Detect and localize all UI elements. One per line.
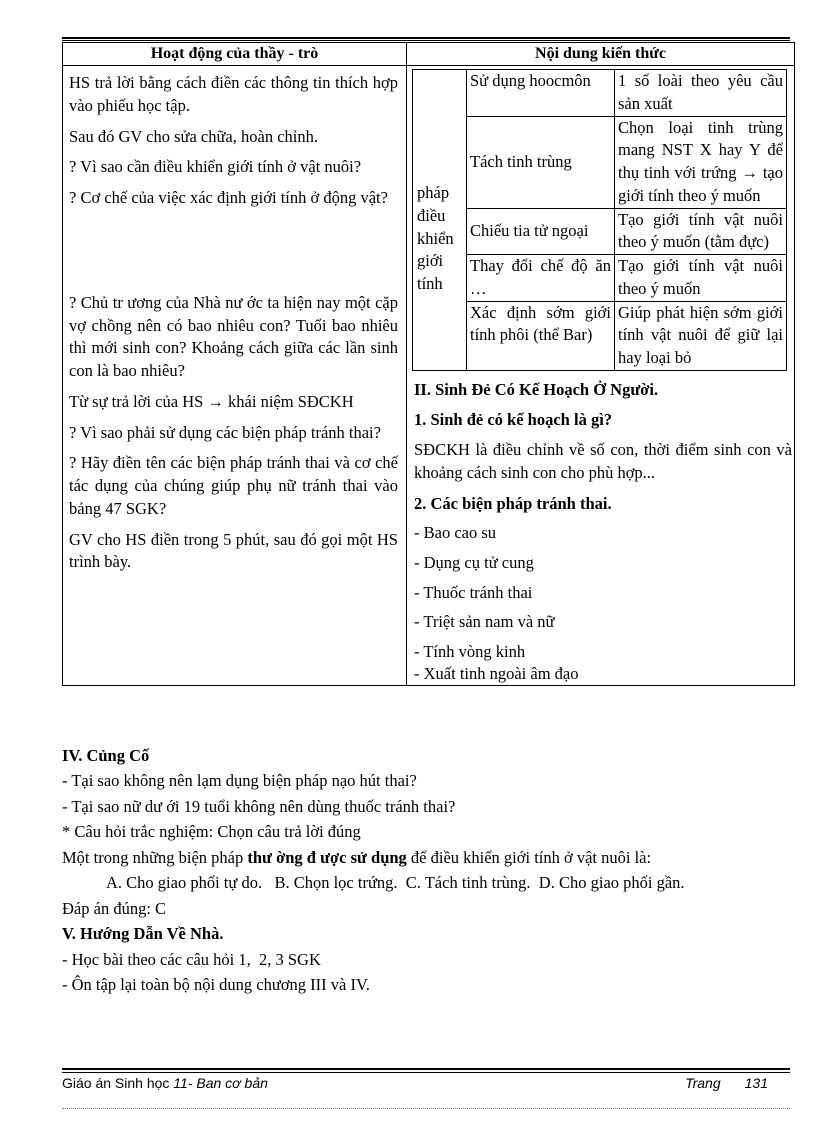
subsection-2-title: 2. Các biện pháp tránh thai. — [414, 493, 612, 513]
header-right: Nội dung kiến thức — [407, 43, 795, 66]
page-number: Trang 131 — [685, 1075, 768, 1091]
section-4-title: IV. Củng Cố — [62, 746, 150, 765]
subsection-1-title: 1. Sinh đẻ có kế hoạch là gì? — [414, 409, 613, 429]
quiz-intro: * Câu hỏi trắc nghiệm: Chọn câu trả lời đúng — [62, 822, 361, 842]
review-question: - Tại sao không nên lạm dụng biện pháp nạo hút thai? — [62, 771, 417, 791]
contraceptive-item: - Xuất tinh ngoài âm đạo — [414, 664, 579, 684]
footer-rule — [62, 1068, 790, 1070]
method-effect: Giúp phát hiện sớm giới tính vật nuôi để giữ lại hay loại bỏ — [615, 301, 787, 370]
method-name: Tách tinh trùng — [467, 116, 615, 208]
lesson-continuation — [62, 745, 792, 999]
footer-rule-thin — [62, 1072, 790, 1073]
homework-item: - Học bài theo các câu hỏi 1, 2, 3 SGK — [62, 949, 321, 969]
contraceptive-item: - Triệt sản nam và nữ — [414, 612, 555, 632]
review-question: - Tại sao nữ dư ới 19 tuổi không nên dùng thuốc tránh thai? — [62, 796, 456, 816]
teacher-student-activities — [63, 66, 407, 686]
method-effect: Tạo giới tính vật nuôi theo ý muốn (tằm đực) — [615, 208, 787, 255]
homework-item: - Ôn tập lại toàn bộ nội dung chương III và IV. — [62, 974, 370, 994]
method-effect: 1 số loài theo yêu cầu sản xuất — [615, 70, 787, 117]
activity-paragraph: ? Cơ chế của việc xác định giới tính ở động vật? — [69, 188, 388, 208]
contraceptive-item: - Thuốc tránh thai — [414, 582, 533, 602]
quiz-question: Một trong những biện pháp thư ờng đ ược sử dụng để điều khiển giới tính ở vật nuôi là: — [62, 847, 652, 867]
method-name: Chiếu tia tử ngoại — [467, 208, 615, 255]
method-name: Xác định sớm giới tính phôi (thể Bar) — [467, 301, 615, 370]
footer-course: Giáo án Sinh học — [62, 1075, 174, 1091]
header-left: Hoạt động của thầy - trò — [63, 43, 407, 66]
quiz-answer: Đáp án đúng: C — [62, 898, 167, 918]
contraceptive-item: - Bao cao su — [414, 523, 497, 543]
method-name: Thay đổi chế độ ăn … — [467, 255, 615, 302]
activity-paragraph: ? Vì sao cần điều khiển giới tính ở vật nuôi? — [69, 157, 362, 177]
knowledge-content — [407, 66, 795, 686]
activity-paragraph: ? Hãy điền tên các biện pháp tránh thai và cơ chế tác dụng của chúng giúp phụ nữ tránh thai vào bảng 47 SGK? — [69, 453, 398, 518]
bottom-dotted-rule — [62, 1108, 790, 1109]
method-name: Sử dụng hoocmôn — [467, 70, 615, 117]
activity-paragraph: ? Vì sao phải sử dụng các biện pháp tránh thai? — [69, 422, 381, 442]
activity-paragraph: GV cho HS điền trong 5 phút, sau đó gọi một HS trình bày. — [69, 529, 398, 572]
section-2-title: II. Sinh Đẻ Có Kế Hoạch Ở Người. — [414, 379, 659, 399]
subsection-1-text: SĐCKH là điều chỉnh về số con, thời điểm sinh con và khoảng cách sinh con cho phù hợp... — [414, 440, 792, 482]
page-footer — [62, 1075, 768, 1091]
footer-edition: 11- Ban cơ bản — [173, 1075, 268, 1091]
activity-paragraph: Từ sự trả lời của HS → khái niệm SĐCKH — [69, 391, 354, 411]
method-effect: Tạo giới tính vật nuôi theo ý muốn — [615, 255, 787, 302]
method-effect: Chọn loại tinh trùng mang NST X hay Y để thụ tinh với trứng → tạo giới tính theo ý muốn — [615, 116, 787, 208]
lesson-table — [62, 42, 795, 686]
section-5-title: V. Hướng Dẫn Về Nhà. — [62, 924, 224, 944]
top-rule — [62, 37, 790, 39]
top-rule-thin — [62, 40, 790, 41]
sex-control-methods-table — [412, 69, 787, 371]
contraceptive-item: - Dụng cụ tử cung — [414, 552, 534, 572]
contraceptive-item: - Tính vòng kinh — [414, 641, 526, 661]
activity-paragraph: HS trả lời bằng cách điền các thông tin thích hợp vào phiếu học tập. — [69, 73, 398, 115]
activity-paragraph: ? Chủ tr ương của Nhà nư ớc ta hiện nay một cặp vợ chồng nên có bao nhiêu con? Tuổi bao nhiêu thì mới sinh con? Khoảng cách giữa các lần sinh con là bao nhiêu? — [69, 292, 398, 381]
quiz-options: A. Cho giao phối tự do. B. Chọn lọc trứng. C. Tách tinh trùng. D. Cho giao phối gần. — [106, 873, 685, 893]
activity-paragraph: Sau đó GV cho sửa chữa, hoàn chỉnh. — [69, 126, 318, 146]
method-label: pháp điều khiển giới tính — [413, 70, 467, 371]
